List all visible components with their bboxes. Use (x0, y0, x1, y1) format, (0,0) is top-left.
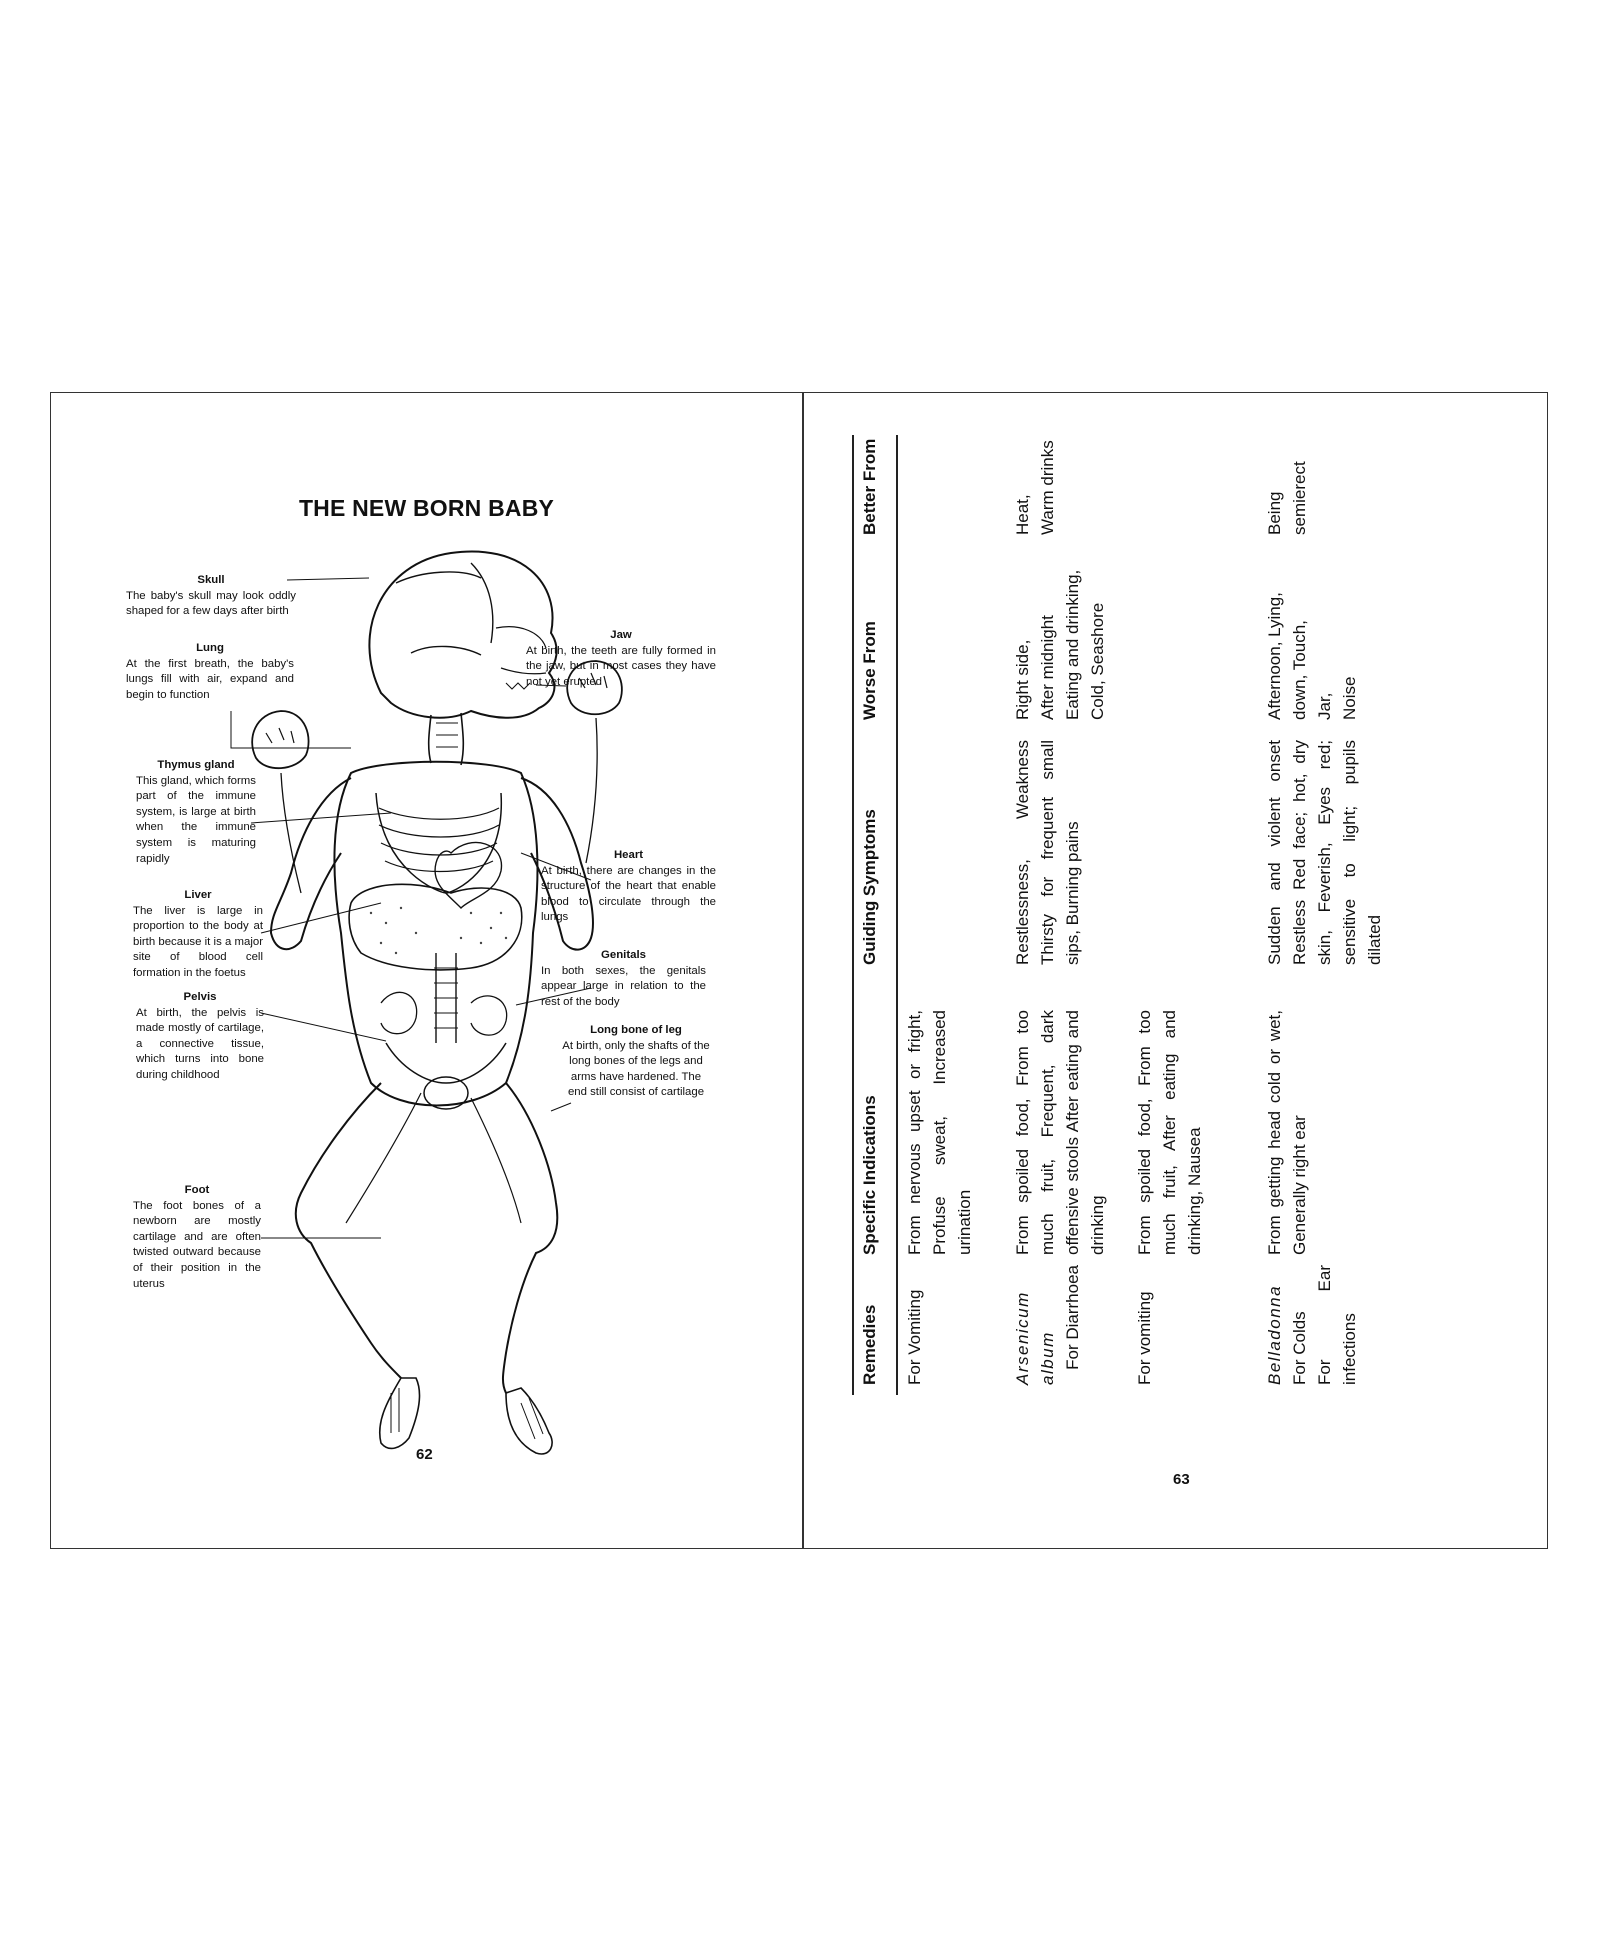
table-cell-worse: Right side, After midnight Eating and drinking, Cold, Seashore (1013, 569, 1107, 720)
annotation-thymus: Thymus gland This gland, which forms part of the immune system, is large at birth when the immune system is maturing rapidly (136, 759, 256, 865)
table-cell-specific: From nervous upset or fright, Profuse sweat, Increased urination (905, 1010, 974, 1255)
header-better-from: Better From (860, 438, 879, 535)
table-cell-specific: From getting head cold or wet, Generally right ear (1265, 1010, 1309, 1255)
annotation-pelvis: Pelvis At birth, the pelvis is made mostly of cartilage, a connective tissue, which turns into bone during childhood (136, 991, 264, 1081)
header-remedies: Remedies (860, 1304, 879, 1385)
annotation-genitals: Genitals In both sexes, the genitals appear large in relation to the rest of the body (541, 949, 706, 1008)
table-cell-guiding: Restlessness, Weakness Thirsty for frequent small sips, Burning pains (1013, 740, 1082, 965)
left-page (51, 393, 802, 1548)
table-row: Arsenicum album For Diarrhoea (1013, 1265, 1082, 1385)
header-guiding-symptoms: Guiding Symptoms (860, 809, 879, 965)
annotation-jaw: Jaw At birth, the teeth are fully formed in the jaw, but in most cases they have not yet erupted (526, 629, 716, 688)
annotation-heart: Heart At birth, there are changes in the structure of the heart that enable blood to circulate through the lungs (541, 849, 716, 924)
header-specific-indications: Specific Indications (860, 1095, 879, 1255)
remedies-table-rotated (852, 435, 1382, 1395)
table-row: Belladonna For Colds For Ear infections (1265, 1265, 1359, 1385)
header-worse-from: Worse From (860, 621, 879, 720)
remedies-table (852, 435, 1382, 1395)
table-cell-guiding: Sudden and violent onset Restless Red face; hot, dry skin, Feverish, Eyes red; sensitive to light; pupils dilated (1265, 740, 1384, 965)
table-top-rule (852, 435, 854, 1395)
page-number-left: 62 (416, 1446, 433, 1463)
page-title: THE NEW BORN BABY (298, 495, 555, 521)
table-cell-better: Being semierect (1265, 461, 1309, 535)
annotation-lung: Lung At the first breath, the baby's lungs fill with air, expand and begin to function (126, 642, 294, 701)
table-cell-worse: Afternoon, Lying, down, Touch, Jar, Noise (1265, 592, 1359, 720)
annotation-long-bone: Long bone of leg At birth, only the shafts of the long bones of the legs and arms have hardened. The end still consist of cartilage (562, 1024, 710, 1099)
annotation-foot: Foot The foot bones of a newborn are mostly cartilage and are often twisted outward because of their position in the uterus (133, 1184, 261, 1290)
table-header-rule (896, 435, 898, 1395)
table-cell-better: Heat, Warm drinks (1013, 440, 1057, 535)
annotation-liver: Liver The liver is large in proportion to the body at birth because it is a major site of blood cell formation in the foetus (133, 889, 263, 979)
table-row: For Vomiting (905, 1289, 924, 1385)
table-cell-specific: From spoiled food, From too much fruit, Frequent, dark offensive stools After eating and drinking (1013, 1010, 1107, 1255)
table-cell-specific: From spoiled food, From too much fruit, After eating and drinking, Nausea (1135, 1010, 1204, 1255)
annotation-skull: Skull The baby's skull may look oddly shaped for a few days after birth (126, 574, 296, 618)
table-row: For vomiting (1135, 1291, 1154, 1385)
page-number-right: 63 (1173, 1471, 1190, 1488)
